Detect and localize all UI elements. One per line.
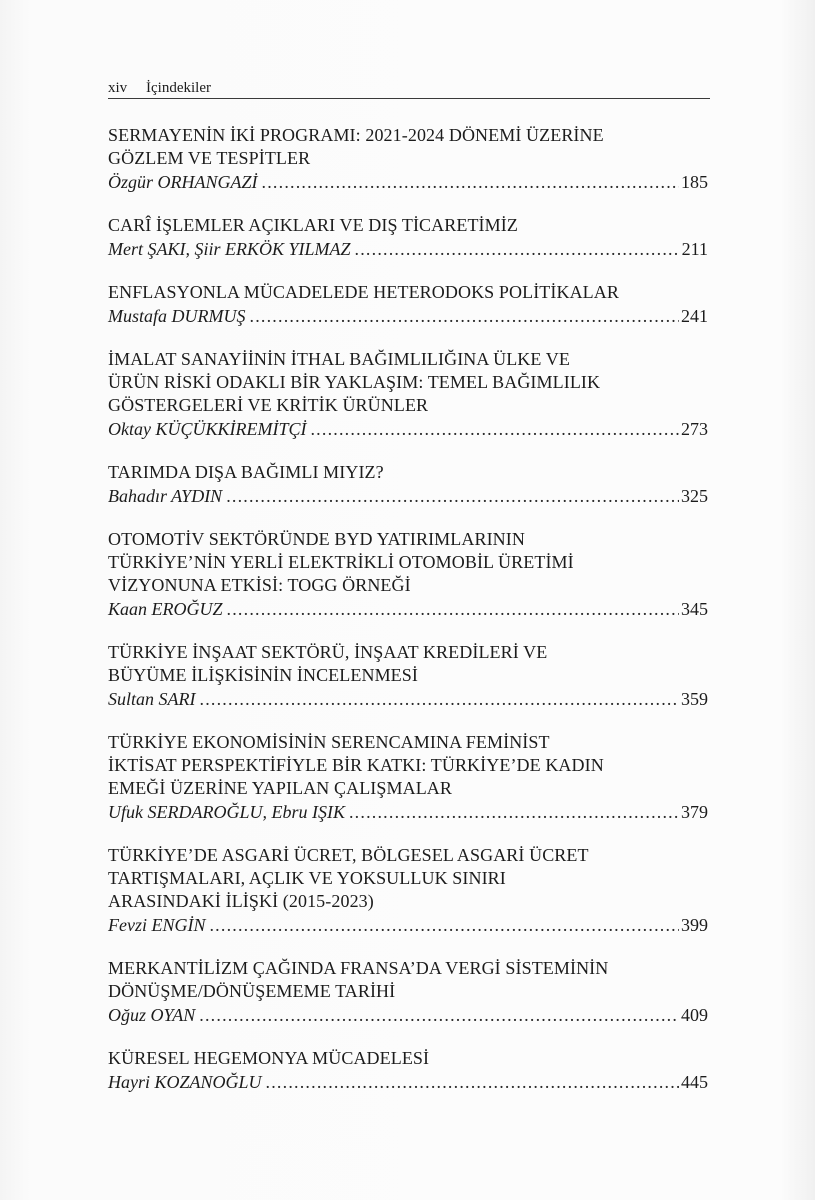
chapter-title-line: TARIMDA DIŞA BAĞIMLI MIYIZ?	[108, 462, 384, 482]
chapter-title-line: CARÎ İŞLEMLER AÇIKLARI VE DIŞ TİCARETİMİZ	[108, 215, 518, 235]
chapter-title-line: GÖZLEM VE TESPİTLER	[108, 148, 311, 168]
running-header	[108, 78, 710, 99]
dot-leader	[349, 800, 679, 825]
chapter-author: Oğuz OYAN	[108, 1005, 196, 1025]
toc-entry	[108, 348, 708, 442]
page-number: 345	[681, 599, 708, 619]
author-line	[108, 597, 708, 622]
chapter-title-line: VİZYONUNA ETKİSİ: TOGG ÖRNEĞİ	[108, 575, 411, 595]
author-line	[108, 304, 708, 329]
dot-leader	[355, 237, 680, 262]
toc-entry	[108, 844, 708, 938]
chapter-title-line: ENFLASYONLA MÜCADELEDE HETERODOKS POLİTİKALAR	[108, 282, 619, 302]
chapter-title-line: OTOMOTİV SEKTÖRÜNDE BYD YATIRIMLARININ	[108, 529, 525, 549]
chapter-title-line: BÜYÜME İLİŞKİSİNİN İNCELENMESİ	[108, 665, 418, 685]
chapter-title-line: TÜRKİYE İNŞAAT SEKTÖRÜ, İNŞAAT KREDİLERİ VE	[108, 642, 548, 662]
chapter-title-line: TÜRKİYE’DE ASGARİ ÜCRET, BÖLGESEL ASGARİ ÜCRET	[108, 845, 589, 865]
toc-entry	[108, 461, 708, 509]
dot-leader	[310, 417, 679, 442]
dot-leader	[250, 304, 680, 329]
page-number: 325	[681, 486, 708, 506]
author-line	[108, 800, 708, 825]
chapter-title-line: KÜRESEL HEGEMONYA MÜCADELESİ	[108, 1048, 430, 1068]
toc-entry	[108, 124, 708, 195]
page-number: 399	[681, 915, 708, 935]
toc-entry	[108, 214, 708, 262]
chapter-title-line: DÖNÜŞME/DÖNÜŞEMEME TARİHİ	[108, 981, 396, 1001]
author-line	[108, 1070, 708, 1095]
dot-leader	[227, 597, 679, 622]
chapter-title-line: TÜRKİYE’NİN YERLİ ELEKTRİKLİ OTOMOBİL ÜRETİMİ	[108, 552, 574, 572]
chapter-title-line: EMEĞİ ÜZERİNE YAPILAN ÇALIŞMALAR	[108, 778, 453, 798]
author-line	[108, 1003, 708, 1028]
table-of-contents	[108, 124, 708, 1114]
chapter-author: Ufuk SERDAROĞLU, Ebru IŞIK	[108, 802, 345, 822]
chapter-author: Kaan EROĞUZ	[108, 599, 223, 619]
chapter-title-line: ÜRÜN RİSKİ ODAKLI BİR YAKLAŞIM: TEMEL BAĞIMLILIK	[108, 372, 601, 392]
toc-entry	[108, 1047, 708, 1095]
chapter-author: Sultan SARI	[108, 689, 196, 709]
dot-leader	[199, 1003, 679, 1028]
toc-entry	[108, 731, 708, 825]
dot-leader	[262, 170, 679, 195]
author-line	[108, 417, 708, 442]
toc-entry	[108, 281, 708, 329]
page-number: 211	[681, 239, 708, 259]
section-title: İçindekiler	[146, 80, 211, 96]
page-number: 359	[681, 689, 708, 709]
author-line	[108, 170, 708, 195]
toc-entry	[108, 957, 708, 1028]
author-line	[108, 913, 708, 938]
chapter-author: Bahadır AYDIN	[108, 486, 223, 506]
chapter-author: Mustafa DURMUŞ	[108, 306, 246, 326]
chapter-author: Oktay KÜÇÜKKİREMİTÇİ	[108, 419, 307, 439]
chapter-title-line: SERMAYENİN İKİ PROGRAMI: 2021-2024 DÖNEMİ ÜZERİNE	[108, 125, 604, 145]
dot-leader	[209, 913, 679, 938]
chapter-title-line: TARTIŞMALARI, AÇLIK VE YOKSULLUK SINIRI	[108, 868, 506, 888]
toc-entry	[108, 528, 708, 622]
toc-entry	[108, 641, 708, 712]
chapter-author: Hayri KOZANOĞLU	[108, 1072, 262, 1092]
author-line	[108, 484, 708, 509]
page-number: 379	[681, 802, 708, 822]
page-number: 445	[681, 1072, 708, 1092]
dot-leader	[226, 484, 679, 509]
chapter-title-line: TÜRKİYE EKONOMİSİNİN SERENCAMINA FEMİNİST	[108, 732, 550, 752]
chapter-title-line: ARASINDAKİ İLİŞKİ (2015-2023)	[108, 891, 374, 911]
chapter-title-line: İKTİSAT PERSPEKTİFİYLE BİR KATKI: TÜRKİYE’DE KADIN	[108, 755, 604, 775]
page-folio: xiv	[108, 80, 128, 96]
page-number: 409	[681, 1005, 708, 1025]
chapter-author: Fevzi ENGİN	[108, 915, 206, 935]
chapter-author: Mert ŞAKI, Şiir ERKÖK YILMAZ	[108, 239, 351, 259]
page-number: 185	[681, 172, 708, 192]
chapter-title-line: MERKANTİLİZM ÇAĞINDA FRANSA’DA VERGİ SİSTEMİNİN	[108, 958, 609, 978]
page-number: 241	[681, 306, 708, 326]
page-number: 273	[681, 419, 708, 439]
author-line	[108, 687, 708, 712]
chapter-title-line: İMALAT SANAYİİNİN İTHAL BAĞIMLILIĞINA ÜLKE VE	[108, 349, 570, 369]
author-line	[108, 237, 708, 262]
dot-leader	[200, 687, 680, 712]
chapter-author: Özgür ORHANGAZİ	[108, 172, 258, 192]
dot-leader	[266, 1070, 679, 1095]
chapter-title-line: GÖSTERGELERİ VE KRİTİK ÜRÜNLER	[108, 395, 429, 415]
